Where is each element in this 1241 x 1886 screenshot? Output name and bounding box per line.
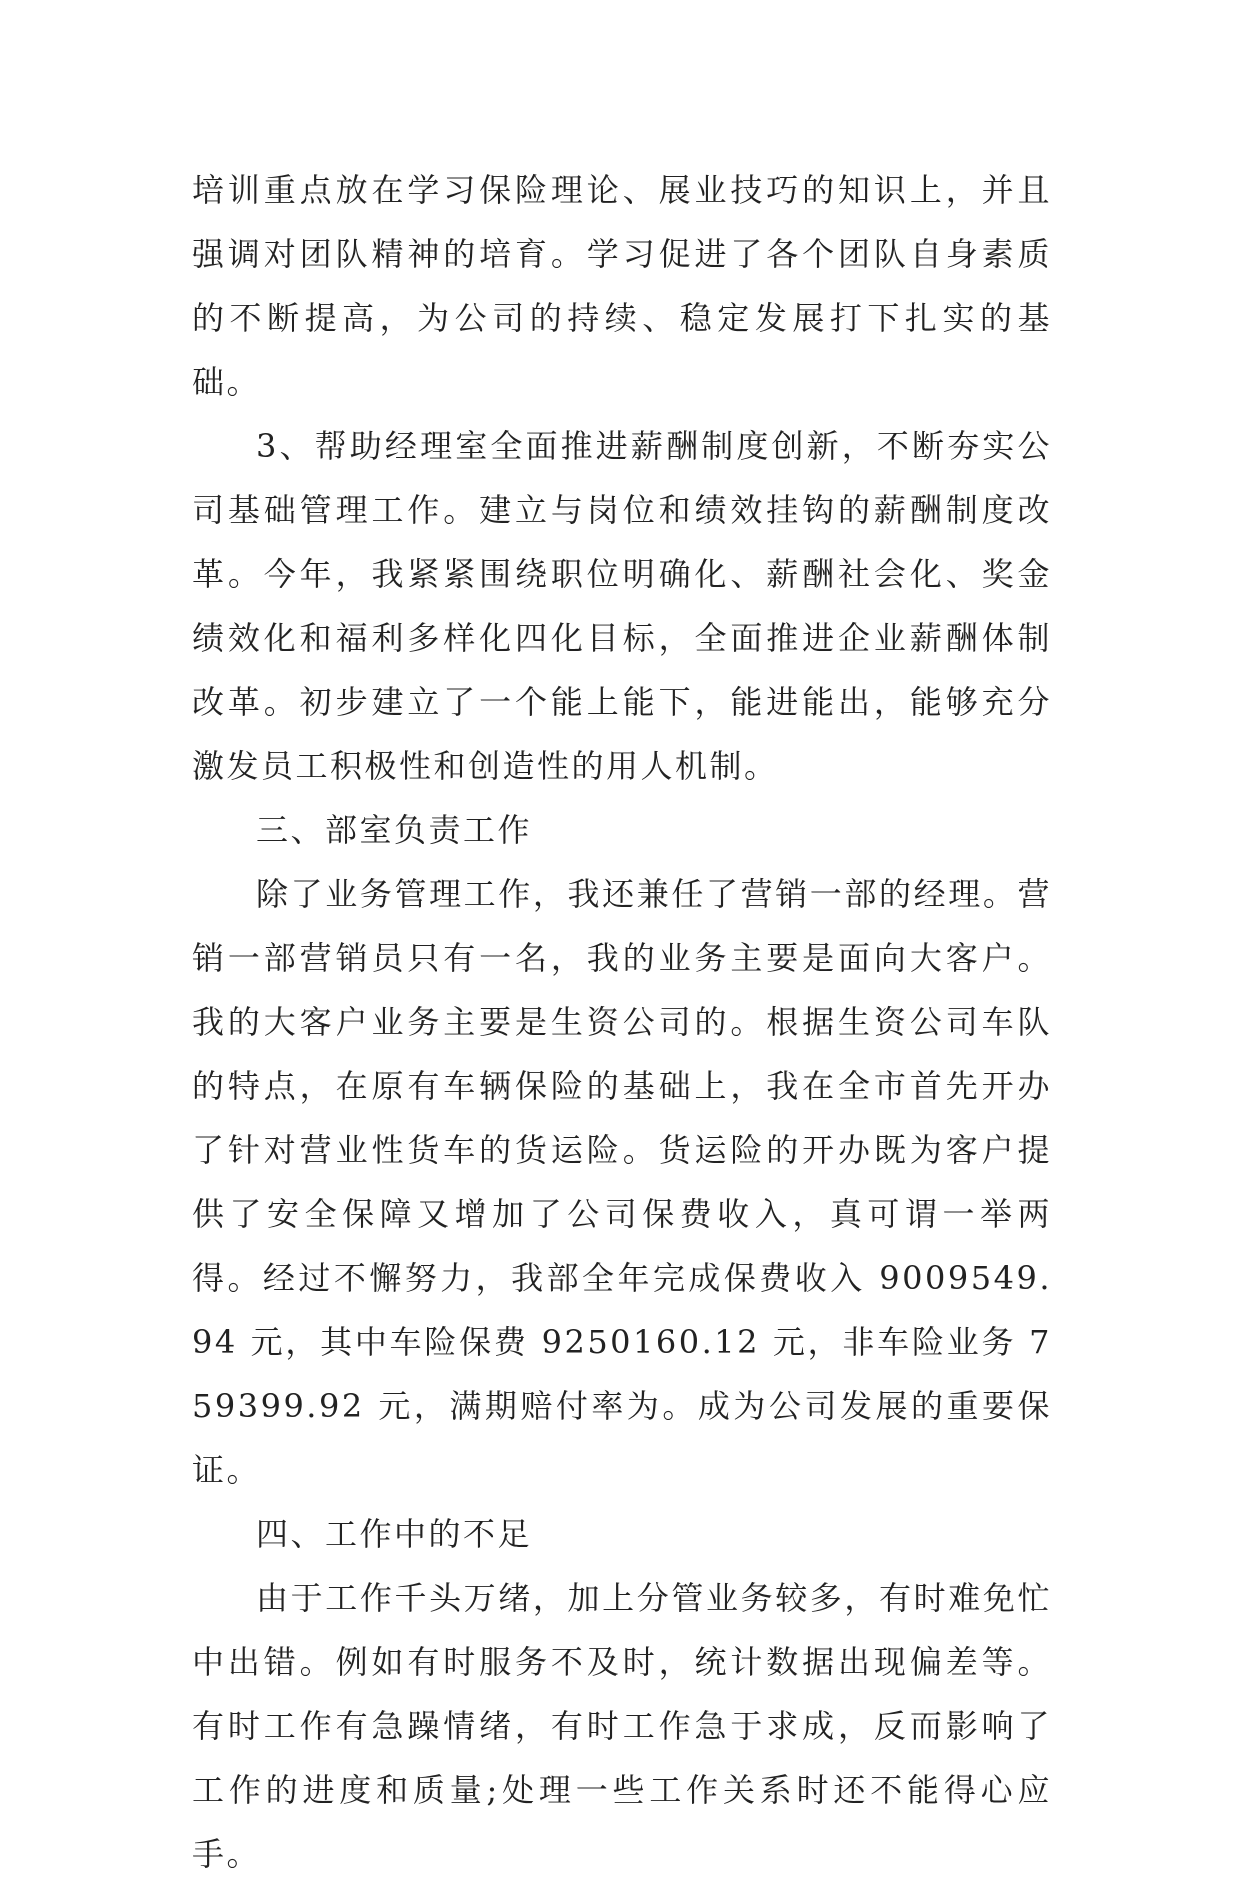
paragraph-salary-reform: 3、帮助经理室全面推进薪酬制度创新，不断夯实公司基础管理工作。建立与岗位和绩效挂钩的薪酬制度改革。今年，我紧紧围绕职位明确化、薪酬社会化、奖金绩效化和福利多样化四化目标，全面推进企业薪酬体制改革。初步建立了一个能上能下，能进能出，能够充分激发员工积极性和创造性的用人机制。 — [192, 427, 1052, 785]
paragraph-shortcomings: 由于工作千头万绪，加上分管业务较多，有时难免忙中出错。例如有时服务不及时，统计数据出现偏差等。有时工作有急躁情绪，有时工作急于求成，反而影响了工作的进度和质量;处理一些工作关系时还不能得心应手。 — [192, 1579, 1052, 1873]
section-heading-department-work: 三、部室负责工作 — [256, 811, 533, 849]
paragraph-training: 培训重点放在学习保险理论、展业技巧的知识上，并且强调对团队精神的培育。学习促进了各个团队自身素质的不断提高，为公司的持续、稳定发展打下扎实的基础。 — [192, 171, 1052, 401]
document-body — [192, 158, 1052, 1886]
section-heading-shortcomings: 四、工作中的不足 — [256, 1515, 533, 1553]
paragraph-department-work: 除了业务管理工作，我还兼任了营销一部的经理。营销一部营销员只有一名，我的业务主要是面向大客户。我的大客户业务主要是生资公司的。根据生资公司车队的特点，在原有车辆保险的基础上，我在全市首先开办了针对营业性货车的货运险。货运险的开办既为客户提供了安全保障又增加了公司保费收入，真可谓一举两得。经过不懈努力，我部全年完成保费收入 9009549.94 元，其中车险保费 9250160.12 元，非车险业务 759399.92 元，满期赔付率为。成为公司发展的重要保证。 — [192, 875, 1052, 1489]
